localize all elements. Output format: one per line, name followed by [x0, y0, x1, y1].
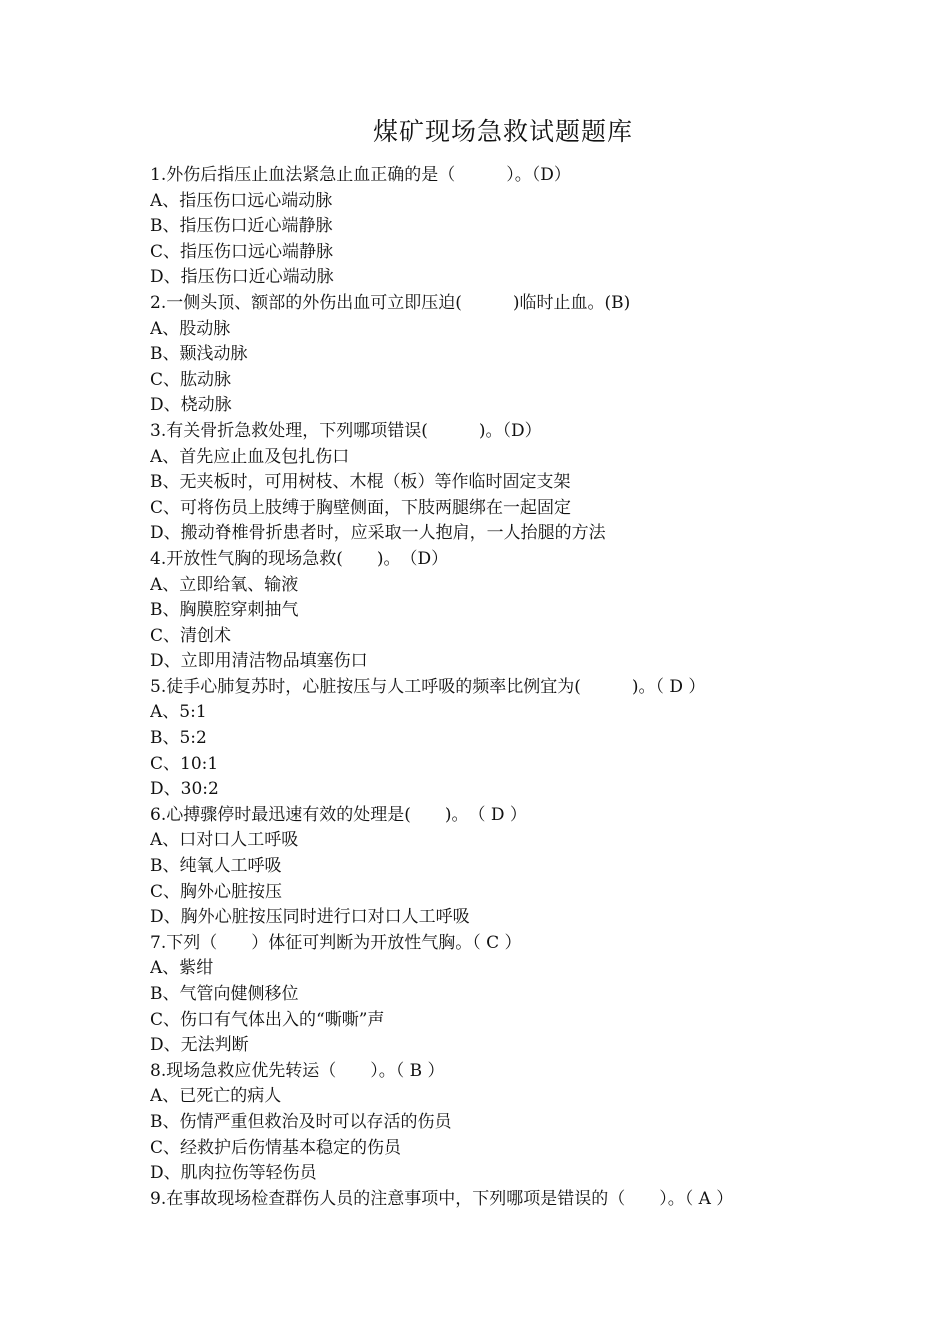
- question-option: C、10:1: [150, 753, 219, 774]
- question-option: A、已死亡的病人: [150, 1086, 282, 1107]
- question-option: A、5:1: [150, 702, 207, 723]
- question-option: D、指压伤口近心端动脉: [150, 267, 334, 288]
- question-stem: 6.心搏骤停时最迅速有效的处理是( )。 （ D ）: [150, 804, 527, 825]
- question-option: C、指压伤口远心端静脉: [150, 241, 334, 262]
- question-option: D、30:2: [150, 779, 219, 800]
- question-option: D、肌肉拉伤等轻伤员: [150, 1163, 317, 1184]
- question-option: D、立即用清洁物品填塞伤口: [150, 651, 368, 672]
- question-option: C、胸外心脏按压: [150, 881, 283, 902]
- question-stem: 4.开放性气胸的现场急救( )。 （D）: [150, 548, 449, 569]
- question-option: A、股动脉: [150, 318, 231, 339]
- question-option: B、5:2: [150, 728, 207, 749]
- document-title: 煤矿现场急救试题题库: [372, 117, 633, 146]
- question-option: B、气管向健侧移位: [150, 984, 299, 1004]
- question-stem: 8.现场急救应优先转运（ ）。（ B ）: [150, 1060, 445, 1081]
- question-option: D、胸外心脏按压同时进行口对口人工呼吸: [150, 907, 470, 928]
- question-list: [150, 163, 850, 1212]
- question-option: C、经救护后伤情基本稳定的伤员: [150, 1137, 402, 1158]
- question-option: A、口对口人工呼吸: [150, 830, 299, 851]
- question-option: B、无夹板时，可用树枝、木棍（板）等作临时固定支架: [150, 472, 571, 493]
- question-option: A、紫绀: [150, 958, 214, 979]
- question-option: A、首先应止血及包扎伤口: [150, 446, 350, 467]
- question-stem: 7.下列（ ）体征可判断为开放性气胸。（ C ）: [150, 932, 522, 953]
- question-option: B、颞浅动脉: [150, 344, 248, 365]
- question-stem: 3.有关骨折急救处理，下列哪项错误( )。（D）: [150, 420, 542, 441]
- question-stem: 2.一侧头顶、额部的外伤出血可立即压迫( )临时止血。(B): [150, 292, 631, 313]
- question-stem: 9.在事故现场检查群伤人员的注意事项中，下列哪项是错误的（ ）。（ A ）: [150, 1188, 734, 1209]
- question-option: B、胸膜腔穿刺抽气: [150, 600, 299, 621]
- question-stem: 5.徒手心肺复苏时，心脏按压与人工呼吸的频率比例宜为( )。（ D ）: [150, 676, 706, 697]
- question-option: A、指压伤口远心端动脉: [150, 190, 333, 211]
- question-option: C、可将伤员上肢缚于胸壁侧面，下肢两腿绑在一起固定: [150, 497, 572, 518]
- question-option: C、伤口有气体出入的“嘶嘶”声: [150, 1009, 385, 1030]
- question-stem: 1.外伤后指压止血法紧急止血正确的是（ ）。（D）: [150, 165, 571, 185]
- question-option: B、纯氧人工呼吸: [150, 856, 282, 877]
- question-option: D、无法判断: [150, 1035, 249, 1056]
- question-option: C、肱动脉: [150, 369, 232, 390]
- question-option: B、伤情严重但救治及时可以存活的伤员: [150, 1111, 452, 1132]
- question-option: D、搬动脊椎骨折患者时，应采取一人抱肩，一人抬腿的方法: [150, 523, 606, 544]
- question-option: A、立即给氧、输液: [150, 574, 299, 595]
- question-option: D、桡动脉: [150, 395, 232, 416]
- question-option: C、清创术: [150, 625, 232, 646]
- question-option: B、指压伤口近心端静脉: [150, 216, 333, 237]
